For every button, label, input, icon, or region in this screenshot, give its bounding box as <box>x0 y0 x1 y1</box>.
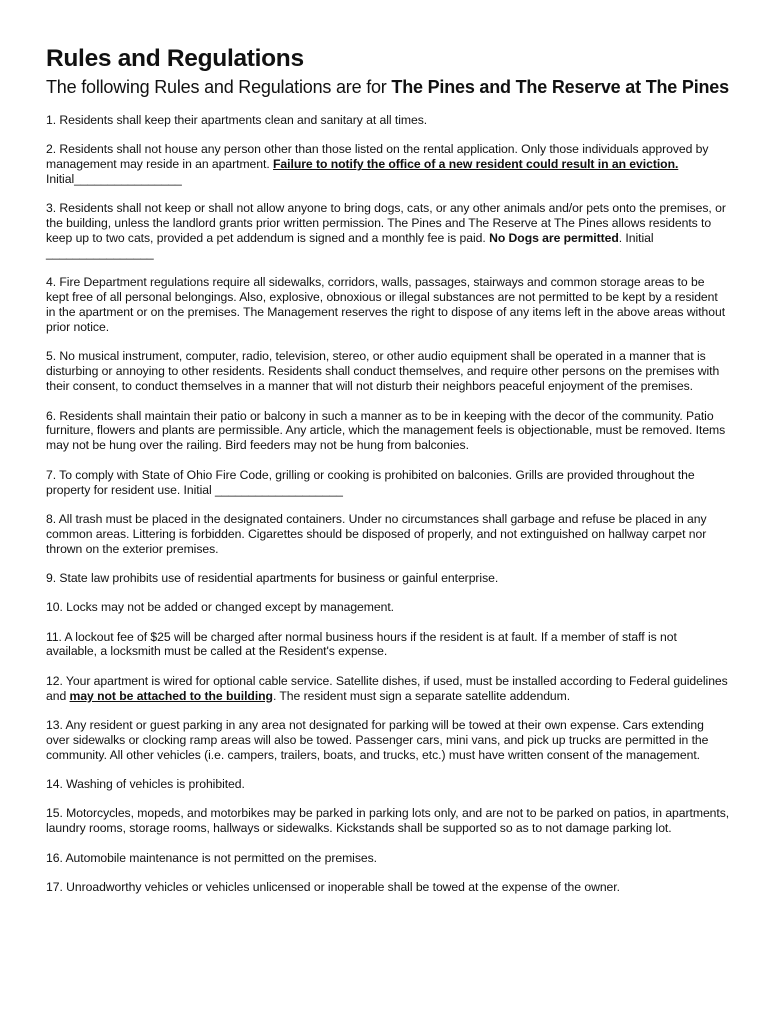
rule-text: 10. Locks may not be added or changed except by management. <box>46 600 395 615</box>
initial-line: Initial________________ <box>46 172 182 187</box>
rule-text: . The resident must sign a separate satellite addendum. <box>272 688 571 703</box>
rule-item-13 <box>46 718 730 763</box>
rule-text: 11. A lockout fee of $25 will be charged after normal business hours if the resident is at fault. If a member of staff is not available, a locksmith must be called at the Resident's expense. <box>46 629 677 659</box>
page-title: Rules and Regulations <box>46 45 304 72</box>
rules-list <box>46 113 730 895</box>
rule-item-17 <box>46 880 730 895</box>
rule-item-9 <box>46 571 730 586</box>
rule-text: 16. Automobile maintenance is not permitted on the premises. <box>46 850 377 865</box>
rule-item-10 <box>46 600 730 615</box>
rule-text: 12. Your apartment is wired for optional cable service. Satellite dishes, if used, must be installed according to Federal guidelines and <box>46 673 728 703</box>
rule-text: 4. Fire Department regulations require all sidewalks, corridors, walls, passages, stairways and common storage areas to be kept free of all personal belongings. Also, explosive, obnoxious or illegal substances are not permitted to be kept by a resident in the apartment or on the premises. The Management reserves the right to dispose of any items left in the above areas without prior notice. <box>46 275 726 335</box>
rule-item-8 <box>46 512 730 557</box>
rule-item-3 <box>46 201 730 261</box>
rule-item-14 <box>46 777 730 792</box>
rule-item-16 <box>46 851 730 866</box>
rule-text: 5. No musical instrument, computer, radio, television, stereo, or other audio equipment shall be operated in a manner that is disturbing or annoying to other residents. Residents shall conduct themselves, and require other persons on the premises with their consent, to conduct themselves in a manner that will not disturb their neighbors peaceful enjoyment of the premises. <box>46 349 720 394</box>
rule-text: 7. To comply with State of Ohio Fire Code, grilling or cooking is prohibited on balconies. Grills are provided throughout the property for resident use. Initial ___________________ <box>46 467 695 497</box>
rule-text: 3. Residents shall not keep or shall not allow anyone to bring dogs, cats, or any other animals and/or pets onto the premises, or the building, unless the landlord grants prior written permission. The Pines and The Reserve at The Pines allows residents to keep up to two cats, provided a pet addendum is signed and a monthly fee is paid. <box>46 201 726 246</box>
rule-item-1 <box>46 113 730 128</box>
subtitle-property-name: The Pines and The Reserve at The Pines <box>391 77 729 97</box>
rule-item-6 <box>46 409 730 454</box>
rule-emphasis: Failure to notify the office of a new resident could result in an eviction. <box>273 157 679 172</box>
rule-item-4 <box>46 275 730 335</box>
page-subtitle <box>46 76 730 98</box>
rule-emphasis: may not be attached to the building <box>69 688 273 703</box>
rule-item-5 <box>46 349 730 394</box>
rule-text: 6. Residents shall maintain their patio or balcony in such a manner as to be in keeping with the decor of the community. Patio furniture, flowers and plants are permissible. Any article, which the management feels is objectionable, must be removed. Items may not be hung over the railing. Bird feeders may not be hung from balconies. <box>46 408 726 453</box>
rule-item-15 <box>46 806 730 836</box>
rule-text: 1. Residents shall keep their apartments clean and sanitary at all times. <box>46 113 428 127</box>
rule-text: 9. State law prohibits use of residential apartments for business or gainful enterprise. <box>46 570 499 585</box>
subtitle-prefix: The following Rules and Regulations are for <box>46 77 392 97</box>
rule-item-2 <box>46 142 730 187</box>
rule-text: 2. Residents shall not house any person other than those listed on the rental application. Only those individuals approved by management may reside in an apartment. <box>46 142 709 172</box>
rule-text: 14. Washing of vehicles is prohibited. <box>46 777 245 792</box>
rule-item-12 <box>46 674 730 704</box>
rule-emphasis: No Dogs are permitted <box>489 231 619 246</box>
rule-text: 15. Motorcycles, mopeds, and motorbikes may be parked in parking lots only, and are not to be parked on patios, in apartments, laundry rooms, storage rooms, hallways or sidewalks. Kickstands shall be supported so as to not damage parking lot. <box>46 806 730 836</box>
rule-item-7 <box>46 468 730 498</box>
rule-text: 17. Unroadworthy vehicles or vehicles unlicensed or inoperable shall be towed at the expense of the owner. <box>46 879 620 894</box>
rule-text: 8. All trash must be placed in the designated containers. Under no circumstances shall garbage and refuse be placed in any common areas. Littering is forbidden. Cigarettes should be disposed of properly, and not extinguished on hallway carpet nor thrown on the exterior premises. <box>46 511 707 556</box>
rule-item-11 <box>46 630 730 660</box>
rule-text: 13. Any resident or guest parking in any area not designated for parking will be towed at their own expense. Cars extending over sidewalks or clocking ramp areas will also be towed. Passenger cars, mini vans, and pick up trucks are permitted in the community. All other vehicles (i.e. campers, trailers, boats, and trucks, etc.) must have written consent of the management. <box>46 717 709 762</box>
initial-line: . Initial ________________ <box>46 231 654 261</box>
